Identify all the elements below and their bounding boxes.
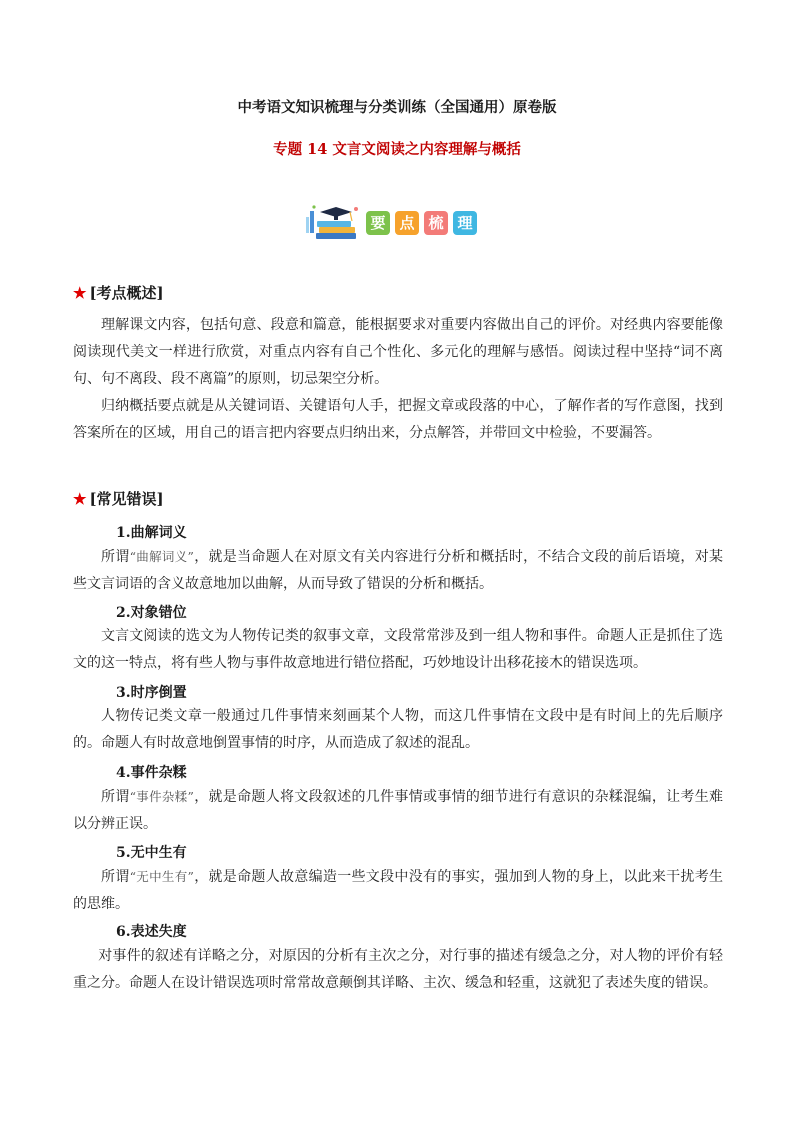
banner-char-1: 要 (366, 211, 390, 235)
overview-paragraph-1: 理解课文内容，包括句意、段意和篇意，能根据要求对重要内容做出自己的评价。对经典内容要能像阅读现代美文一样进行欣赏，对重点内容有自己个性化、多元化的理解与感悟。阅读过程中坚持“词不离句、句不离段、段不离篇”的原则，切忌架空分析。 (73, 317, 723, 387)
error-body-3: 人物传记类文章一般通过几件事情来刻画某个人物，而这几件事情在文段中是有时间上的先后顺序的。命题人有时故意地倒置事情的时序，从而造成了叙述的混乱。 (73, 708, 723, 751)
error-title-5: 5.无中生有 (116, 845, 187, 861)
section-overview-label: [考点概述] (89, 284, 164, 302)
document-subtitle: 专题 14 文言文阅读之内容理解与概括 (273, 141, 521, 158)
error-title-1: 1.曲解词义 (116, 525, 187, 541)
error-body-6: 对事件的叙述有详略之分，对原因的分析有主次之分，对行事的描述有缓急之分，对人物的评价有轻重之分。命题人在设计错误选项时常常故意颠倒其详略、主次、缓急和轻重，这就犯了表述失度的错误。 (73, 948, 723, 991)
error-title-3: 3.时序倒置 (116, 685, 187, 701)
error-title-6: 6.表述失度 (116, 924, 187, 940)
banner-char-3: 梳 (424, 211, 448, 235)
star-icon: ★ (73, 284, 87, 302)
star-icon: ★ (73, 490, 87, 508)
key-points-banner (306, 201, 486, 245)
section-errors-heading (73, 488, 164, 509)
error-body-5: 所谓“无中生有”，就是命题人故意编造一些文段中没有的事实，强加到人物的身上，以此来干扰考生的思维。 (73, 869, 724, 912)
books-illustration-icon (306, 203, 362, 243)
section-errors-label: [常见错误] (89, 490, 164, 508)
error-body-2: 文言文阅读的选文为人物传记类的叙事文章，文段常常涉及到一组人物和事件。命题人正是抓住了选文的这一特点，将有些人物与事件故意地进行错位搭配，巧妙地设计出移花接木的错误选项。 (73, 628, 723, 671)
error-title-2: 2.对象错位 (116, 605, 187, 621)
banner-char-4: 理 (453, 211, 477, 235)
banner-char-2: 点 (395, 211, 419, 235)
error-title-4: 4.事件杂糅 (116, 765, 187, 781)
error-body-1: 所谓“曲解词义”，就是当命题人在对原文有关内容进行分析和概括时，不结合文段的前后语境，对某些文言词语的含义故意地加以曲解，从而导致了错误的分析和概括。 (73, 549, 724, 592)
error-body-4: 所谓“事件杂糅”，就是命题人将文段叙述的几件事情或事情的细节进行有意识的杂糅混编，让考生难以分辨正误。 (73, 789, 724, 832)
overview-paragraph-2: 归纳概括要点就是从关键词语、关键语句人手，把握文章或段落的中心，了解作者的写作意图，找到答案所在的区域，用自己的语言把内容要点归纳出来，分点解答，并带回文中检验，不要漏答。 (73, 398, 723, 441)
document-title: 中考语文知识梳理与分类训练（全国通用）原卷版 (237, 99, 557, 116)
section-overview-heading (73, 282, 164, 303)
